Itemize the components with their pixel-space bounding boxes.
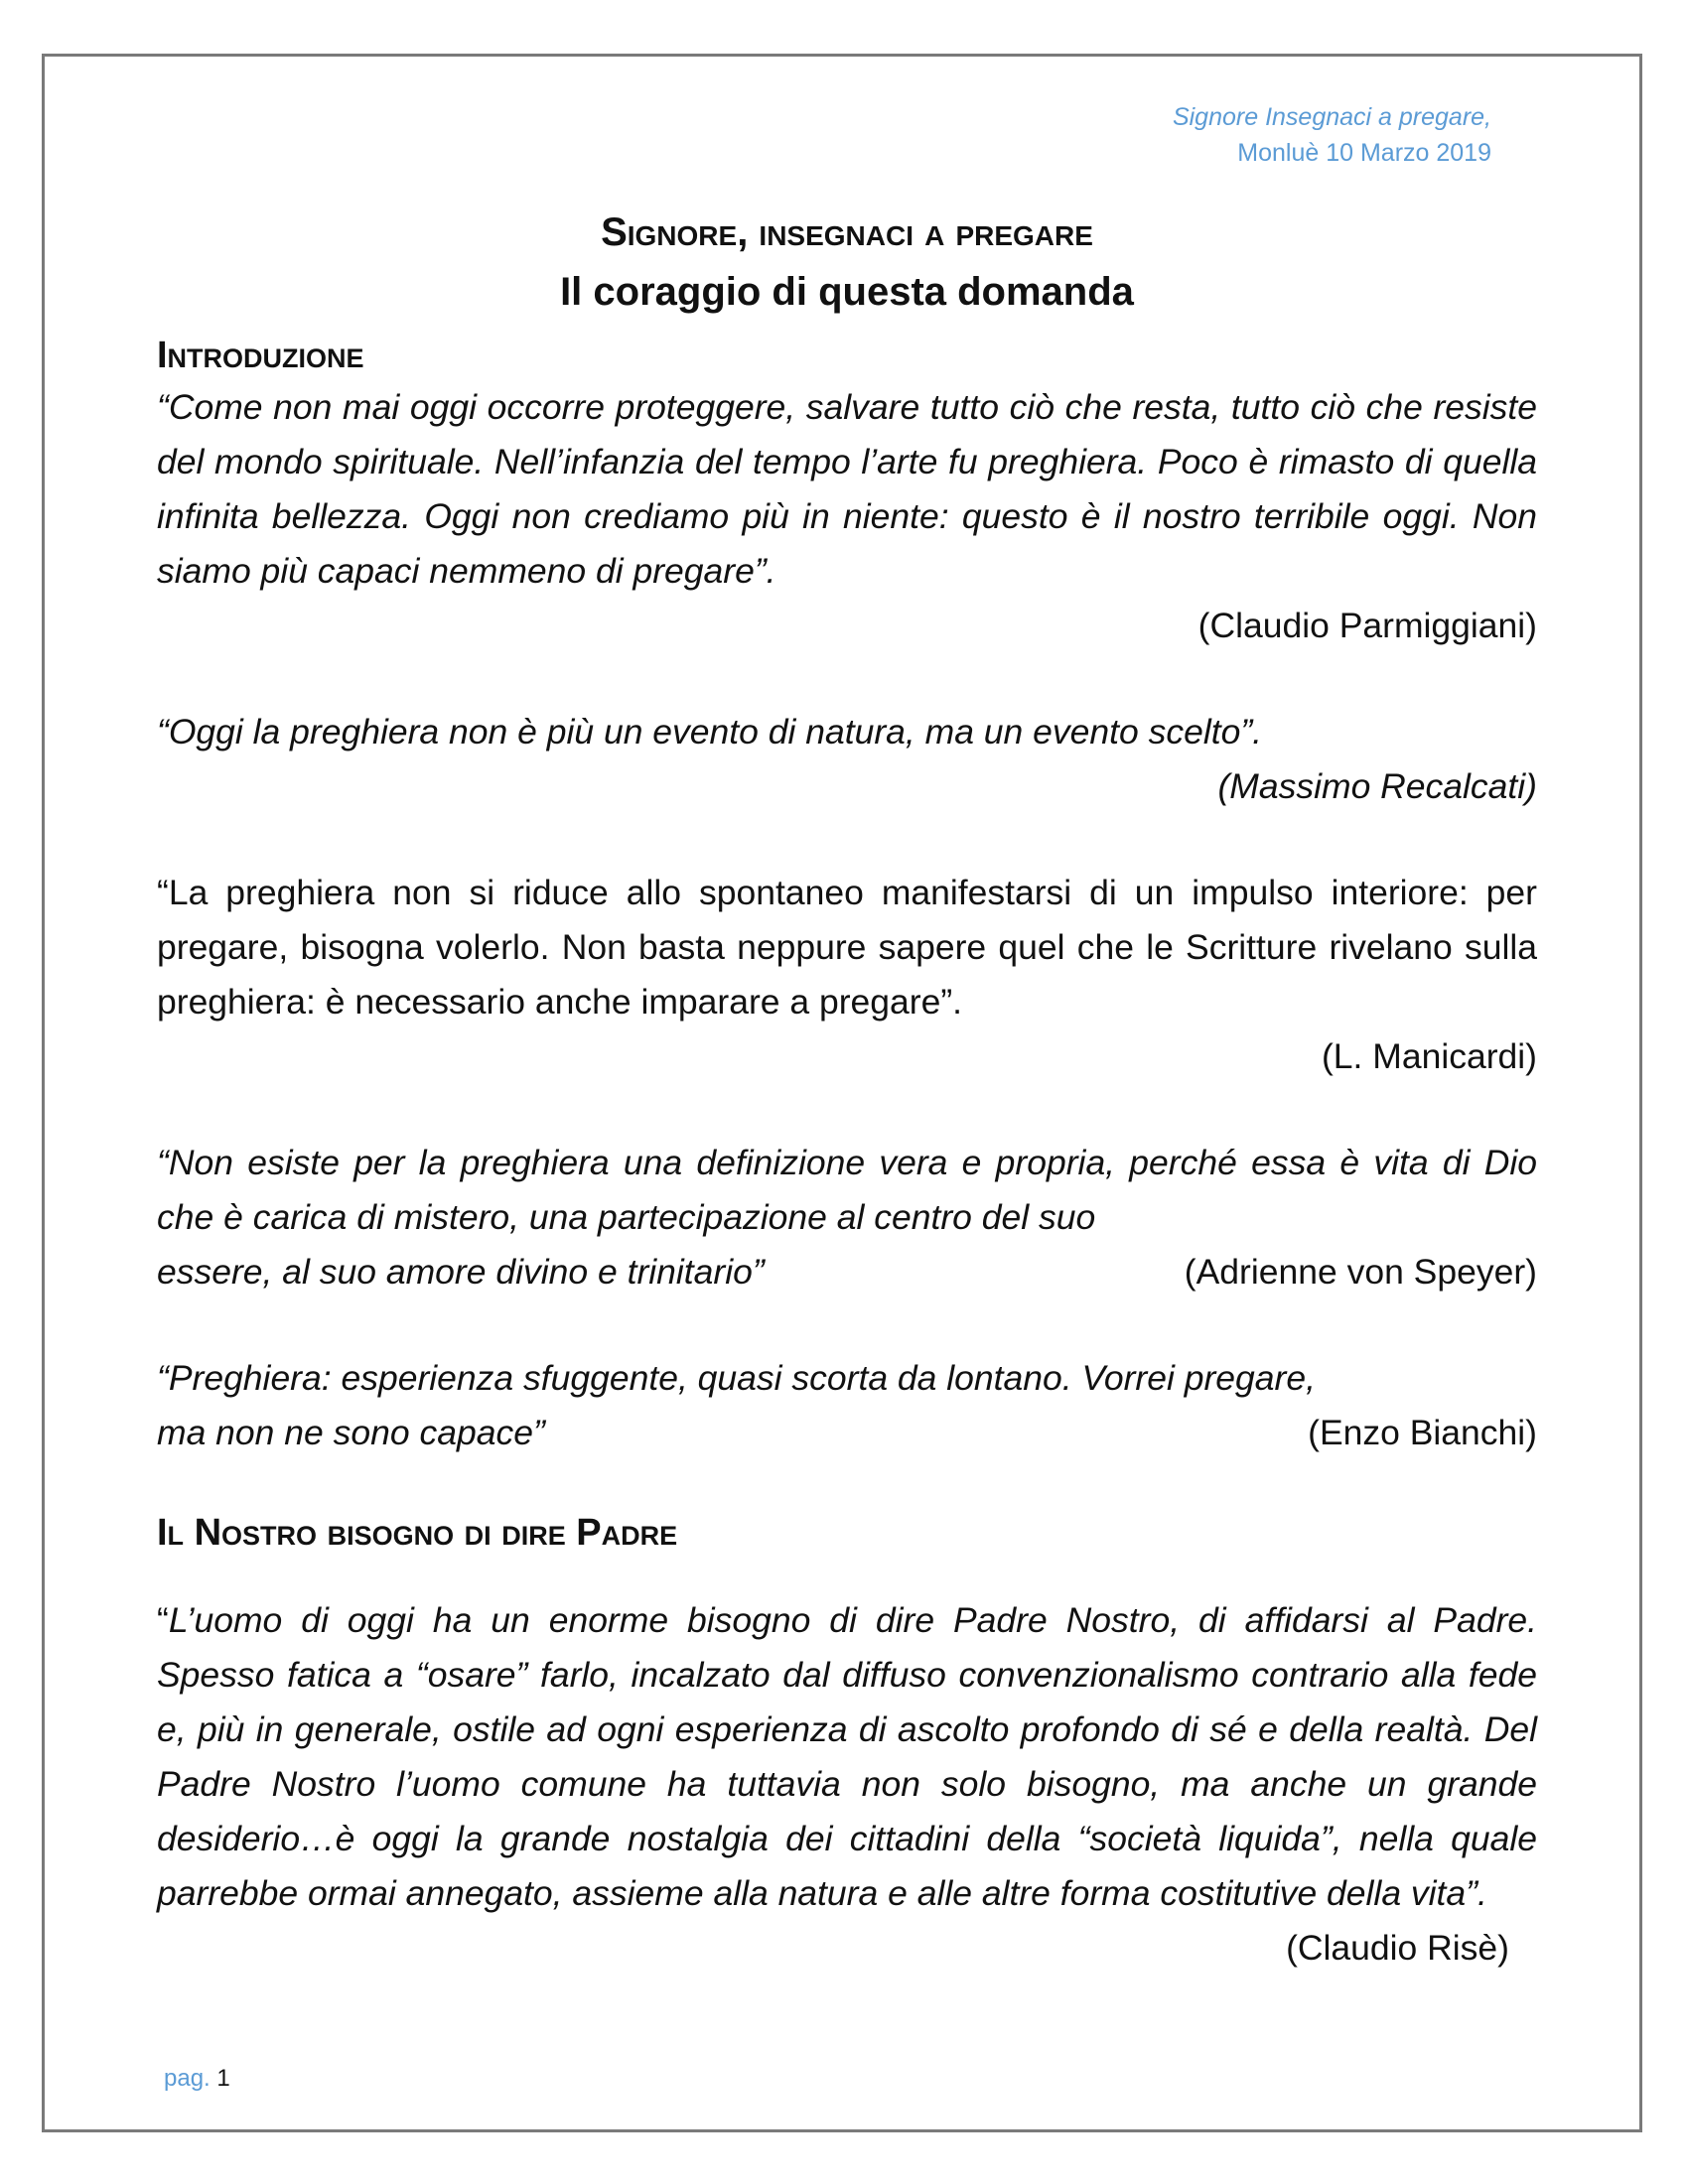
- author-manicardi: (L. Manicardi): [1321, 1036, 1537, 1076]
- quote-rise-text: L’uomo di oggi ha un enorme bisogno di dire Padre Nostro, di affidarsi al Padre. Spesso fatica a “osare” farlo, incalzato dal diffuso convenzionalismo contrario alla fede e, più in generale, ostile ad ogni esperienza di ascolto profondo di sé e della realtà. Del Padre Nostro l’uomo comune ha tuttavia non solo bisogno, ma anche un grande desiderio…è oggi la grande nostalgia dei cittadini della “società liquida”, nella quale parrebbe ormai annegato, assieme alla natura e alle altre forma costitutive della vita”.: [157, 1600, 1537, 1913]
- quote-von-speyer-last-line: [157, 1245, 1537, 1299]
- quote-von-speyer-end: essere, al suo amore divino e trinitario”: [157, 1252, 765, 1292]
- quote-bianchi-end: ma non ne sono capace”: [157, 1413, 545, 1452]
- author-von-speyer: (Adrienne von Speyer): [1184, 1252, 1537, 1292]
- title-line-2: Il coraggio di questa domanda: [560, 270, 1134, 314]
- section-heading-padre: Il Nostro bisogno di dire Padre: [157, 1512, 678, 1554]
- header-date: Monluè 10 Marzo 2019: [1237, 139, 1491, 167]
- running-header: [1173, 99, 1491, 171]
- author-rise: (Claudio Risè): [1286, 1928, 1509, 1968]
- quote-von-speyer: “Non esiste per la preghiera una definizione vera e propria, perché essa è vita di Dio che è carica di mistero, una partecipazione al centro del suo: [157, 1143, 1537, 1237]
- quote-rise: [157, 1593, 1537, 1921]
- title-line-1: Signore, insegnaci a pregare: [601, 210, 1093, 254]
- page-number: [164, 2065, 230, 2093]
- quote-parmiggiani: “Come non mai oggi occorre proteggere, salvare tutto ciò che resta, tutto ciò che resiste del mondo spirituale. Nell’infanzia del tempo l’arte fu preghiera. Poco è rimasto di quella infinita bellezza. Oggi non crediamo più in niente: questo è il nostro terribile oggi. Non siamo più capaci nemmeno di pregare”.: [157, 387, 1537, 591]
- author-bianchi: (Enzo Bianchi): [1308, 1413, 1537, 1452]
- author-parmiggiani: (Claudio Parmiggiani): [1197, 606, 1537, 645]
- page-label: pag.: [164, 2065, 211, 2092]
- header-title: Signore Insegnaci a pregare,: [1172, 103, 1491, 131]
- body-content: [157, 331, 1537, 1976]
- document-title: [157, 203, 1537, 322]
- section-heading-introduzione: Introduzione: [157, 335, 364, 376]
- quote-bianchi: “Preghiera: esperienza sfuggente, quasi scorta da lontano. Vorrei pregare,: [157, 1358, 1316, 1398]
- quote-recalcati: “Oggi la preghiera non è più un evento di natura, ma un evento scelto”.: [157, 712, 1263, 751]
- quote-bianchi-last-line: [157, 1406, 1537, 1460]
- page-number-value: 1: [216, 2065, 230, 2092]
- author-recalcati: (Massimo Recalcati): [1217, 766, 1537, 806]
- quote-manicardi: “La preghiera non si riduce allo spontaneo manifestarsi di un impulso interiore: per pregare, bisogna volerlo. Non basta neppure sapere quel che le Scritture rivelano sulla preghiera: è necessario anche imparare a pregare”.: [157, 873, 1537, 1022]
- quote-rise-open: “: [157, 1600, 169, 1640]
